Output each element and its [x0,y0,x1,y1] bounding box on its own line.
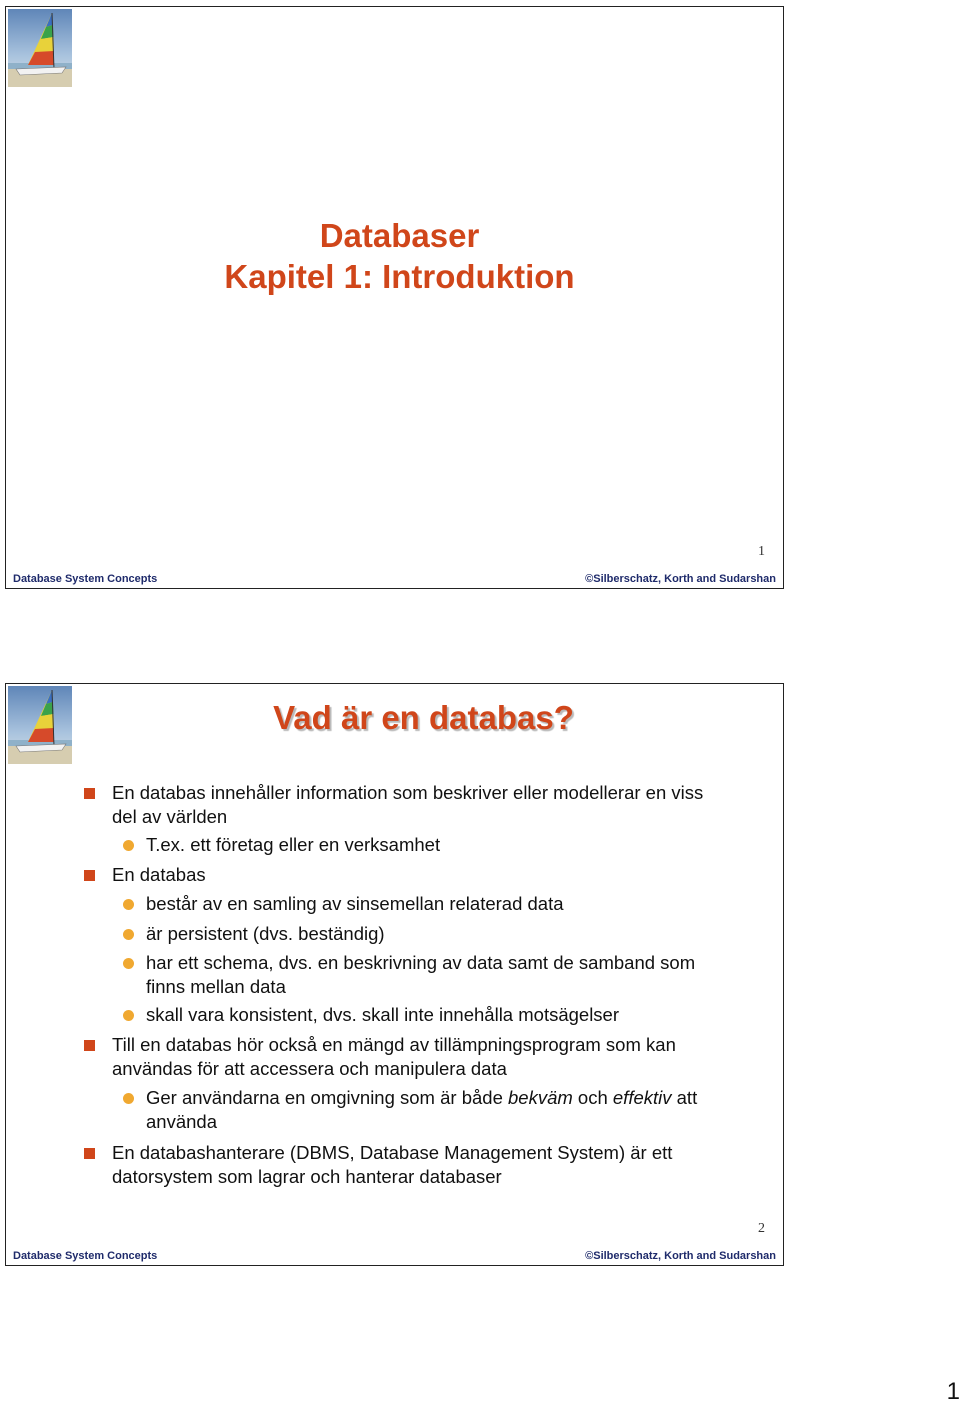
list-item: En databas [112,864,206,885]
list-item [146,1086,726,1133]
title-line-2: Kapitel 1: Introduktion [224,258,575,295]
list-item: skall vara konsistent, dvs. skall inte innehålla motsägelser [146,1004,620,1025]
title-line-1: Databaser [319,217,480,254]
square-bullet-icon [84,1148,95,1159]
dot-bullet-icon [123,958,134,969]
list-item: En databas innehåller information som beskriver eller modellerar en viss del av världen [112,782,704,827]
list-item: är persistent (dvs. beständig) [146,923,385,944]
dot-bullet-icon [123,1093,134,1104]
square-bullet-icon [84,870,95,881]
list-item: består av en samling av sinsemellan relaterad data [146,893,564,914]
slide-2 [5,683,784,1266]
footer-right: ©Silberschatz, Korth and Sudarshan [585,573,776,585]
list-item-text: att använda [146,1087,698,1132]
square-bullet-icon [84,788,95,799]
list-item-text: Ger användarna en omgivning som är både [146,1087,508,1108]
emphasis-effektiv: effektiv [612,1087,672,1108]
slide-number: 1 [758,544,765,559]
list-item: har ett schema, dvs. en beskrivning av data samt de samband som finns mellan data [146,952,696,997]
list-item: En databashanterare (DBMS, Database Management System) är ett datorsystem som lagrar och hanterar databaser [112,1142,673,1187]
list-item: Till en databas hör också en mängd av tillämpningsprogram som kan användas för att accessera och manipulera data [112,1034,676,1079]
footer-left: Database System Concepts [13,1250,158,1262]
slide-1 [5,6,784,589]
sailboat-logo-icon [8,9,72,87]
dot-bullet-icon [123,840,134,851]
page-number: 1 [946,1378,960,1405]
list-item-text: och [572,1087,613,1108]
footer-right: ©Silberschatz, Korth and Sudarshan [585,1250,776,1262]
slide-title: Vad är en databas? [273,699,574,736]
slide-title [16,215,783,297]
list-item: T.ex. ett företag eller en verksamhet [146,834,441,855]
bullet-list [6,684,783,1265]
emphasis-bekvam: bekväm [508,1087,573,1108]
dot-bullet-icon [123,1010,134,1021]
square-bullet-icon [84,1040,95,1051]
dot-bullet-icon [123,929,134,940]
footer-left: Database System Concepts [13,573,158,585]
slide-number: 2 [758,1221,765,1236]
dot-bullet-icon [123,899,134,910]
